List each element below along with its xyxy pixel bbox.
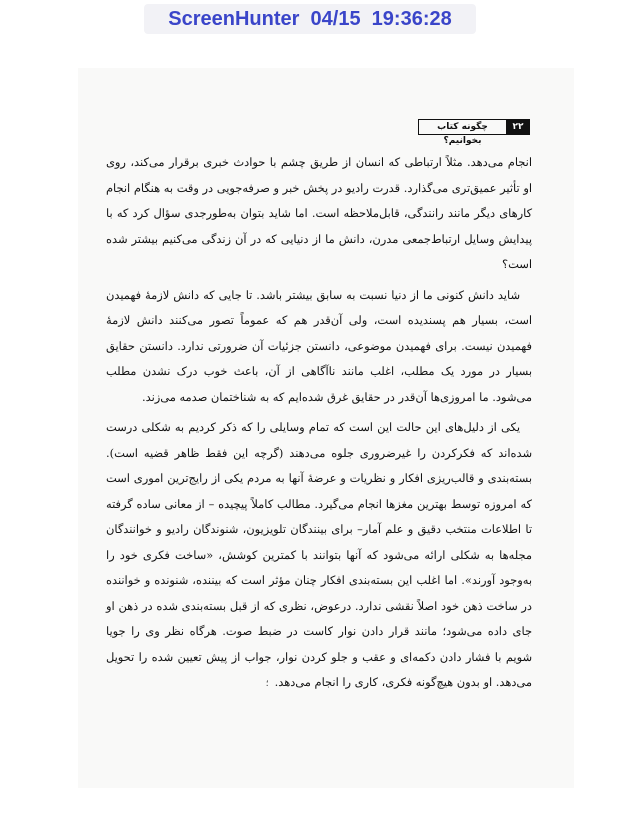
paragraph-2: شاید دانش کنونی ما از دنیا نسبت به سابق بیشتر باشد. تا جایی که دانش لازمهٔ فهمیدن است، بسیار هم پسندیده است، ولی آن‌قدر هم که عموماً تصور می‌کنند دانش لازمهٔ فهمیدن نیست. برای فهمیدن موضوعی، دانستن جزئیات آن ضرورتی ندارد. دانستن حقایق بسیار در مورد یک مطلب، اغلب مانند ناآگاهی از آن، باعث خوب درک نشدن مطلب می‌شود. ما امروزی‌ها آن‌قدر در حقایق غرق شده‌ایم که به شناختمان صدمه می‌زند.	[106, 287, 532, 404]
paragraph-3-text: یکی از دلیل‌های این حالت این است که تمام وسایلی را که ذکر کردیم به شکلی درست شده‌اند که فکرکردن را غیرضروری جلوه می‌دهند (گرچه این فقط ظاهر قضیه است). بسته‌بندی و قالب‌ریزی افکار و نظریات و عرضهٔ آنها به مردم یکی از رایج‌ترین اموری است که امروزه توسط بهترین مغزها انجام می‌گیرد. مطالب کاملاً پیچیده – از معانی ساده گرفته تا اطلاعات منتخب دقیق و علم آمار– برای بینندگان تلویزیون، شنوندگان رادیو و خوانندگان مجله‌ها به شکلی ارائه می‌شود که آنها بتوانند با کمترین کوشش، «ساخت فکری خود را به‌وجود آورند». اما اغلب این بسته‌بندی افکار چنان مؤثر است که بیننده، شنونده و خواننده در ساخت ذهن خود اصلاً نقشی ندارد. درعوض، نظری که از قبل بسته‌بندی شده در ذهن او جای داده می‌شود؛ مانند قرار دادن نوار کاست در ضبط صوت. هرگاه نظر وی را جویا شویم با فشار دادن دکمه‌ای و عقب و جلو کردن نوار، جواب از پیش تعیین شده را تحویل می‌دهد. او بدون هیچ‌گونه فکری، کاری را انجام می‌دهد.	[106, 420, 532, 689]
screenhunter-watermark: ScreenHunter 04/15 19:36:28	[144, 4, 476, 34]
paragraph-1: انجام می‌دهد. مثلاً ارتباطی که انسان از طریق چشم با حوادث خبری برقرار می‌کند، روی او تأثیر عمیق‌تری می‌گذارد. قدرت رادیو در پخش خبر و صرفه‌جویی در وقت به هنگام انجام کارهای دیگر مانند رانندگی، قابل‌ملاحظه است. اما شاید بتوان به‌طورجدی سؤال کرد که با پیدایش وسایل ارتباط‌جمعی مدرن، دانش ما از دنیایی که در آن زندگی می‌کنیم بیشتر شده است؟	[106, 155, 532, 271]
header-book-title: چگونه کتاب بخوانیم؟	[418, 119, 506, 135]
header-page-number: ۲۲	[506, 119, 530, 135]
paragraph-3	[106, 415, 532, 698]
running-header	[418, 119, 530, 146]
body-text	[106, 150, 532, 698]
end-mark: ؛	[265, 679, 269, 689]
